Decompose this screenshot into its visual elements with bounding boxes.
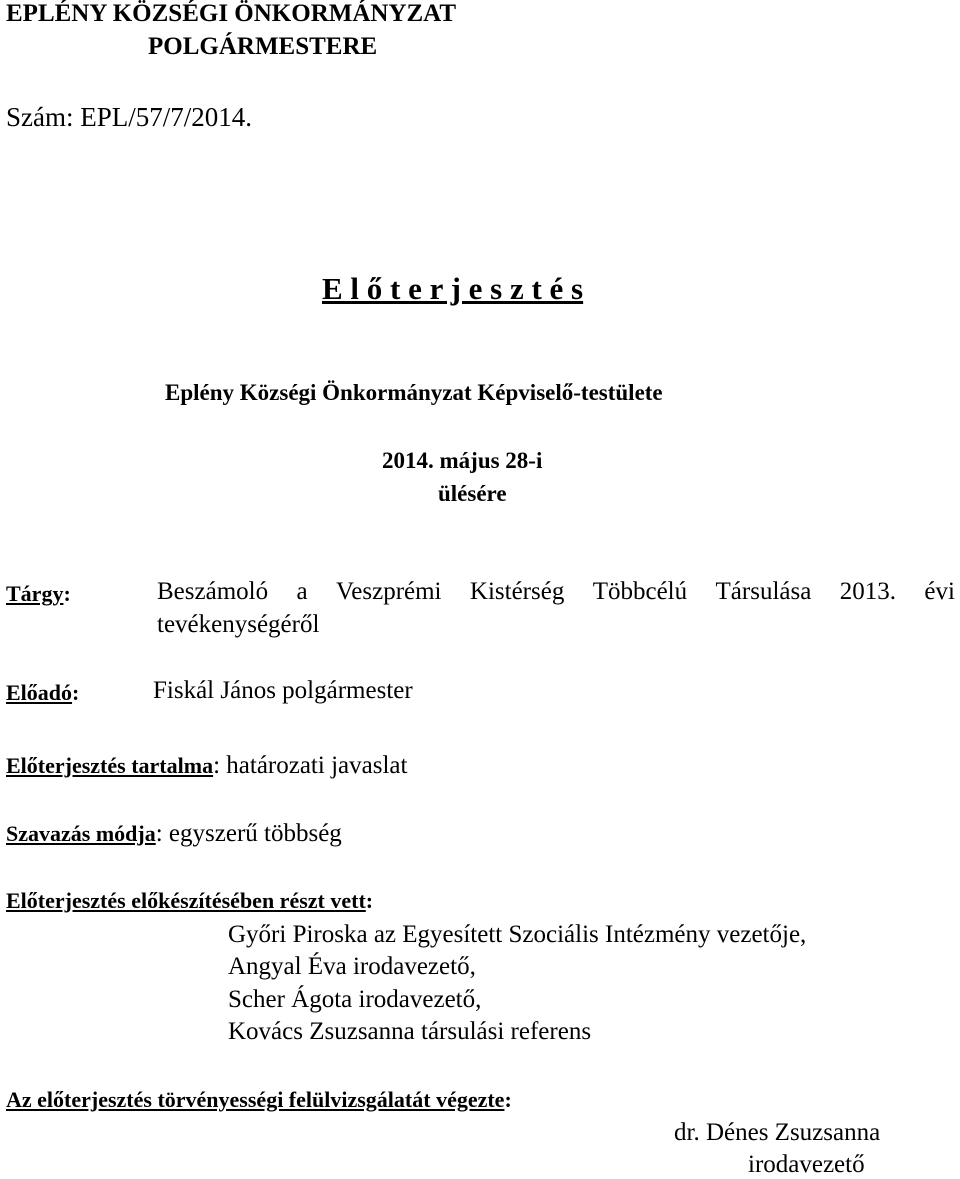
subject-label: Tárgy [6, 581, 64, 606]
subject-label-group [6, 581, 71, 607]
content-value: határozati javaslat [220, 752, 408, 779]
content-row [6, 752, 407, 780]
content-label: Előterjesztés tartalma [6, 753, 214, 778]
subject-word: Beszámoló [157, 578, 269, 605]
meeting-suffix: ülésére [438, 481, 507, 506]
presenter-colon: : [72, 680, 80, 705]
header-line-2: POLGÁRMESTERE [148, 33, 378, 60]
reviewer-role: irodavezető [748, 1151, 865, 1178]
document-number: Szám: EPL/57/7/2014. [6, 102, 252, 132]
subject-word: Társulása [715, 578, 812, 605]
review-label-group [6, 1087, 512, 1113]
content-colon: : [213, 752, 221, 779]
presenter-label-group [6, 680, 79, 706]
review-colon: : [504, 1087, 512, 1112]
preparation-colon: : [365, 888, 374, 913]
review-label: Az előterjesztés törvényességi felülvizsgálatát végezte [6, 1087, 505, 1112]
subject-line-1 [157, 578, 955, 606]
preparation-person: Győri Piroska az Egyesített Szociális Intézmény vezetője, [228, 921, 807, 948]
header-line-1: EPLÉNY KÖZSÉGI ÖNKORMÁNYZAT [6, 0, 457, 27]
meeting-date: 2014. május 28-i [382, 448, 543, 473]
subject-word: évi [924, 578, 955, 605]
preparation-label: Előterjesztés előkészítésében részt vett [6, 888, 366, 913]
document-title: E l ő t e r j e s z t é s [322, 271, 584, 306]
preparation-person: Angyal Éva irodavezető, [228, 953, 476, 980]
addressee-body: Eplény Községi Önkormányzat Képviselő-testülete [165, 380, 663, 405]
vote-colon: : [155, 820, 163, 847]
subject-word: Veszprémi [335, 578, 442, 605]
preparation-label-group [6, 888, 373, 914]
preparation-person: Kovács Zsuzsanna társulási referens [228, 1018, 592, 1045]
reviewer-name: dr. Dénes Zsuzsanna [674, 1119, 881, 1146]
subject-word: a [296, 578, 308, 605]
subject-word: 2013. [839, 578, 896, 605]
vote-value: egyszerű többség [162, 820, 342, 847]
subject-word: Kistérség [469, 578, 565, 605]
subject-word: Többcélú [592, 578, 688, 605]
presenter-label: Előadó [6, 680, 73, 705]
subject-colon: : [63, 581, 71, 606]
vote-row [6, 820, 342, 848]
vote-label: Szavazás módja [6, 821, 156, 846]
subject-line-2: tevékenységéről [157, 611, 320, 638]
preparation-person: Scher Ágota irodavezető, [228, 986, 482, 1013]
presenter-value: Fiskál János polgármester [153, 677, 413, 704]
